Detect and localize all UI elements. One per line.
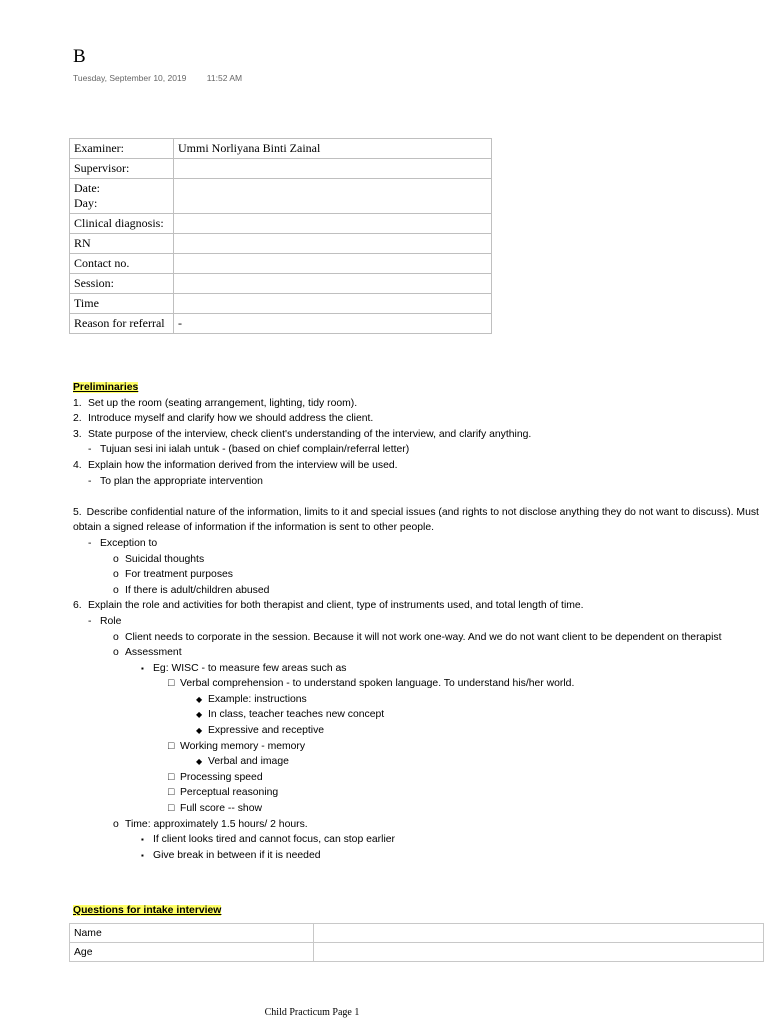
field-label-text: Date: bbox=[74, 181, 100, 195]
list-item bbox=[73, 770, 763, 786]
list-marker: □ bbox=[168, 787, 175, 799]
examiner-table bbox=[69, 138, 492, 334]
field-label-text: Supervisor: bbox=[74, 161, 130, 175]
page-title: B bbox=[73, 46, 86, 67]
list-text: Set up the room (seating arrangement, lighting, tidy room). bbox=[88, 397, 358, 409]
list-marker: 4. bbox=[73, 459, 82, 471]
list-item bbox=[73, 598, 763, 614]
list-text: Give break in between if it is needed bbox=[153, 849, 321, 861]
field-label-text: Session: bbox=[74, 276, 115, 290]
list-marker: □ bbox=[168, 803, 175, 815]
field-value bbox=[174, 159, 492, 179]
field-label bbox=[70, 139, 174, 159]
list-marker: o bbox=[113, 553, 119, 565]
list-item bbox=[73, 645, 763, 661]
list-marker: ◆ bbox=[196, 710, 203, 720]
list-marker: - bbox=[88, 537, 92, 549]
field-value bbox=[174, 179, 492, 214]
list-marker: - bbox=[88, 444, 92, 456]
list-text: Tujuan sesi ini ialah untuk - (based on chief complain/referral letter) bbox=[100, 444, 410, 456]
list-item bbox=[73, 723, 763, 739]
list-text: For treatment purposes bbox=[125, 569, 233, 581]
question-answer bbox=[314, 924, 764, 943]
list-item bbox=[73, 801, 763, 817]
list-text: If there is adult/children abused bbox=[125, 584, 270, 596]
list-item bbox=[73, 552, 763, 568]
list-text: Client needs to corporate in the session. Because it will not work one-way. And we do not want client to be dependent on therapist bbox=[125, 631, 722, 643]
list-item bbox=[73, 692, 763, 708]
question-answer bbox=[314, 943, 764, 962]
list-item bbox=[73, 630, 763, 646]
list-marker: o bbox=[113, 631, 119, 643]
page-timestamp bbox=[73, 73, 260, 83]
list-marker: ◆ bbox=[196, 726, 203, 736]
intake-table bbox=[69, 923, 764, 962]
list-item bbox=[73, 474, 763, 490]
preliminaries-heading: Preliminaries bbox=[73, 382, 139, 393]
list-marker: o bbox=[113, 569, 119, 581]
table-row bbox=[70, 254, 492, 274]
question-label: Name bbox=[70, 924, 314, 943]
table-row bbox=[70, 274, 492, 294]
list-marker: o bbox=[113, 647, 119, 659]
table-row bbox=[70, 179, 492, 214]
field-label-text: Clinical diagnosis: bbox=[74, 216, 164, 230]
page-time: 11:52 AM bbox=[206, 73, 243, 83]
list-item bbox=[73, 848, 763, 864]
list-item bbox=[73, 832, 763, 848]
list-text: Example: instructions bbox=[208, 693, 307, 705]
list-item bbox=[73, 458, 763, 474]
question-label: Age bbox=[70, 943, 314, 962]
page-date: Tuesday, September 10, 2019 bbox=[73, 73, 187, 83]
list-item bbox=[73, 396, 763, 412]
list-item bbox=[73, 614, 763, 630]
list-text: Time: approximately 1.5 hours/ 2 hours. bbox=[125, 818, 308, 830]
table-row bbox=[70, 234, 492, 254]
list-text: Verbal comprehension - to understand spoken language. To understand his/her world. bbox=[180, 678, 575, 690]
list-marker: ▪ bbox=[141, 850, 144, 860]
table-row bbox=[70, 943, 764, 962]
field-value bbox=[174, 234, 492, 254]
list-text: Working memory - memory bbox=[180, 740, 306, 752]
table-row bbox=[70, 924, 764, 943]
list-marker: ▪ bbox=[141, 835, 144, 845]
table-row bbox=[70, 314, 492, 334]
list-marker: 1. bbox=[73, 397, 82, 409]
list-marker: 6. bbox=[73, 600, 82, 612]
field-label-text: Reason for referral bbox=[74, 316, 165, 330]
list-text: Eg: WISC - to measure few areas such as bbox=[153, 662, 347, 674]
field-value bbox=[174, 274, 492, 294]
field-label bbox=[70, 254, 174, 274]
list-text: Perceptual reasoning bbox=[180, 787, 279, 799]
table-row bbox=[70, 159, 492, 179]
field-label-text: Time bbox=[74, 296, 99, 310]
list-item bbox=[73, 411, 763, 427]
list-text: Verbal and image bbox=[208, 756, 289, 768]
list-text: Suicidal thoughts bbox=[125, 553, 205, 565]
list-item bbox=[73, 567, 763, 583]
list-text: Exception to bbox=[100, 537, 158, 549]
list-item bbox=[73, 536, 763, 552]
field-value: - bbox=[174, 314, 492, 334]
list-text: Explain how the information derived from the interview will be used. bbox=[88, 459, 398, 471]
list-text: If client looks tired and cannot focus, can stop earlier bbox=[153, 834, 396, 846]
list-text: Expressive and receptive bbox=[208, 725, 325, 737]
list-text: To plan the appropriate intervention bbox=[100, 475, 263, 487]
field-label bbox=[70, 159, 174, 179]
list-marker: o bbox=[113, 584, 119, 596]
field-value bbox=[174, 254, 492, 274]
field-label-text: Day: bbox=[74, 196, 98, 210]
preliminaries-section bbox=[73, 380, 763, 889]
list-marker: 2. bbox=[73, 413, 82, 425]
list-item bbox=[73, 785, 763, 801]
preliminaries-list bbox=[73, 396, 763, 864]
list-item bbox=[73, 707, 763, 723]
field-label bbox=[70, 314, 174, 334]
field-value: Ummi Norliyana Binti Zainal bbox=[174, 139, 492, 159]
list-marker: ◆ bbox=[196, 694, 203, 704]
list-marker: □ bbox=[168, 771, 175, 783]
list-marker: o bbox=[113, 818, 119, 830]
list-item bbox=[73, 676, 763, 692]
list-text: Explain the role and activities for both therapist and client, type of instruments used, and total length of time. bbox=[88, 600, 584, 612]
list-item bbox=[73, 661, 763, 677]
table-row bbox=[70, 139, 492, 159]
field-label-text: Examiner: bbox=[74, 141, 124, 155]
list-item bbox=[73, 505, 763, 536]
intake-heading-wrap bbox=[73, 905, 221, 916]
list-marker: ▪ bbox=[141, 663, 144, 673]
list-marker: 5. bbox=[73, 506, 82, 518]
list-marker: □ bbox=[168, 740, 175, 752]
field-label bbox=[70, 179, 174, 214]
field-label bbox=[70, 294, 174, 314]
field-label bbox=[70, 234, 174, 254]
list-item bbox=[73, 442, 763, 458]
intake-heading: Questions for intake interview bbox=[73, 905, 222, 916]
field-label-text: RN bbox=[74, 236, 91, 250]
list-marker: - bbox=[88, 615, 92, 627]
table-row bbox=[70, 214, 492, 234]
list-marker: 3. bbox=[73, 428, 82, 440]
list-item bbox=[73, 739, 763, 755]
list-text: Assessment bbox=[125, 647, 182, 659]
table-row bbox=[70, 294, 492, 314]
field-label bbox=[70, 274, 174, 294]
field-value bbox=[174, 294, 492, 314]
field-label-text: Contact no. bbox=[74, 256, 130, 270]
list-text: Full score -- show bbox=[180, 803, 262, 815]
spacer bbox=[73, 489, 763, 505]
field-label bbox=[70, 214, 174, 234]
field-value bbox=[174, 214, 492, 234]
list-item bbox=[73, 583, 763, 599]
list-text: Role bbox=[100, 615, 122, 627]
list-item bbox=[73, 427, 763, 443]
list-text: State purpose of the interview, check client's understanding of the interview, and clarify anything. bbox=[88, 428, 532, 440]
list-text: In class, teacher teaches new concept bbox=[208, 709, 385, 721]
list-item bbox=[73, 817, 763, 833]
list-marker: ◆ bbox=[196, 757, 203, 767]
list-marker: □ bbox=[168, 678, 175, 690]
page-footer: Child Practicum Page 1 bbox=[264, 1007, 360, 1018]
list-text: Processing speed bbox=[180, 771, 263, 783]
list-marker: - bbox=[88, 475, 92, 487]
list-text: Describe confidential nature of the information, limits to it and special issues (and rights to not disclose anything they do not want to discuss). Must obtain a signed release of information if the information is sent to other people. bbox=[73, 506, 759, 534]
list-text: Introduce myself and clarify how we should address the client. bbox=[88, 413, 374, 425]
list-item bbox=[73, 754, 763, 770]
